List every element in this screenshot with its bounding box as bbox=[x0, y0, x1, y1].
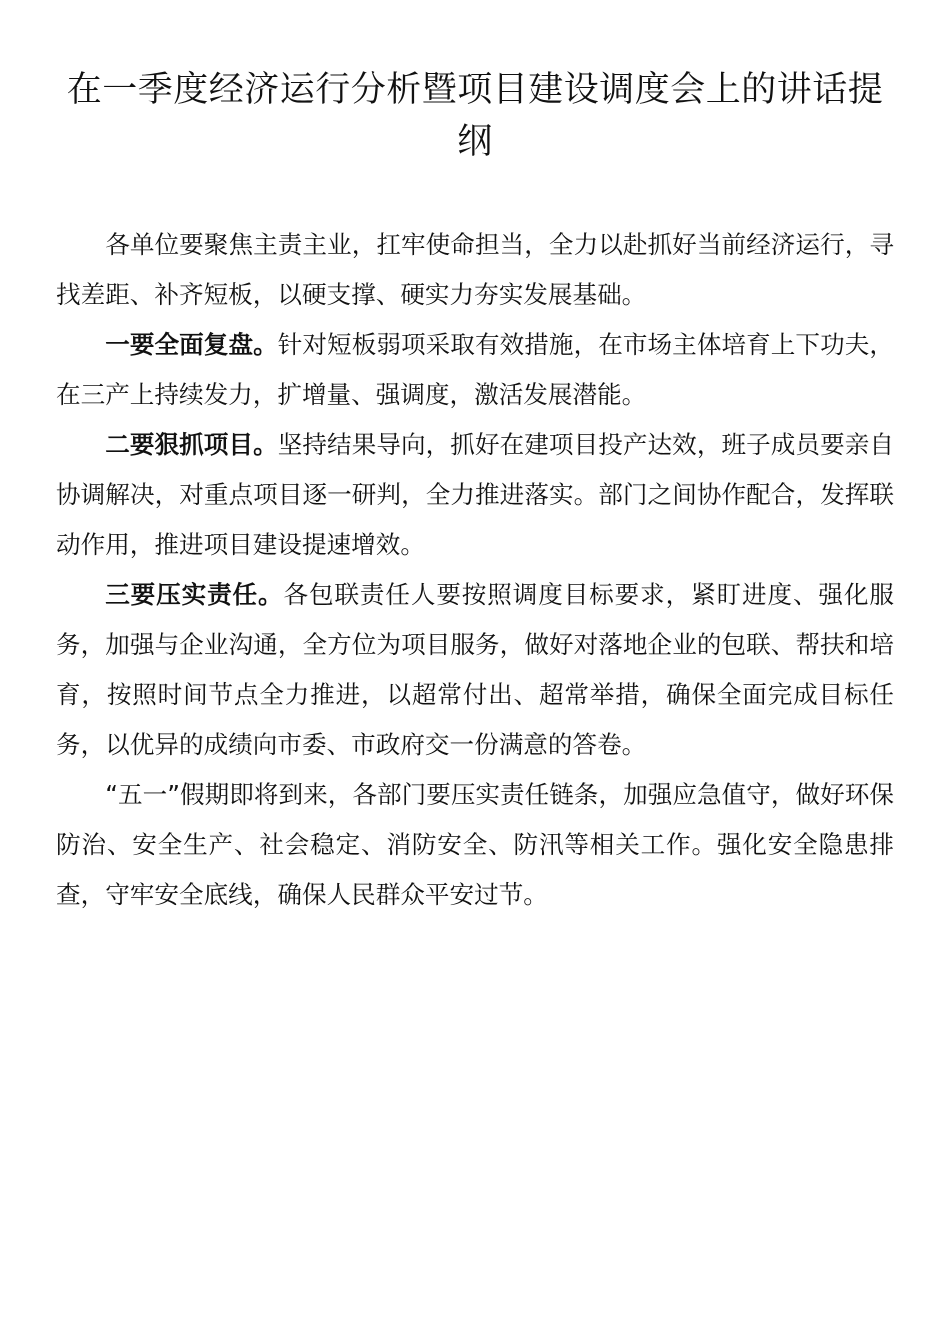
paragraph-intro bbox=[56, 220, 894, 320]
paragraph-lead: 一要全面复盘。 bbox=[105, 330, 278, 359]
document-title: 在一季度经济运行分析暨项目建设调度会上的讲话提纲 bbox=[66, 70, 884, 162]
paragraph-text: 各单位要聚焦主责主业，扛牢使命担当，全力以赴抓好当前经济运行，寻找差距、补齐短板，以硬支撑、硬实力夯实发展基础。 bbox=[56, 230, 894, 309]
paragraph-lead: 三要压实责任。 bbox=[105, 580, 284, 609]
paragraph-text: “五一”假期即将到来，各部门要压实责任链条，加强应急值守，做好环保防治、安全生产、社会稳定、消防安全、防汛等相关工作。强化安全隐患排查，守牢安全底线，确保人民群众平安过节。 bbox=[56, 780, 894, 909]
paragraph-lead: 二要狠抓项目。 bbox=[105, 430, 278, 459]
paragraph-text: 坚持结果导向，抓好在建项目投产达效，班子成员要亲自协调解决，对重点项目逐一研判，全力推进落实。部门之间协作配合，发挥联动作用，推进项目建设提速增效。 bbox=[56, 430, 894, 559]
paragraph-holiday bbox=[56, 770, 894, 920]
paragraph-text: 针对短板弱项采取有效措施，在市场主体培育上下功夫，在三产上持续发力，扩增量、强调度，激活发展潜能。 bbox=[56, 330, 894, 409]
paragraph-point-3 bbox=[56, 570, 894, 770]
paragraph-text: 各包联责任人要按照调度目标要求，紧盯进度、强化服务，加强与企业沟通，全方位为项目服务，做好对落地企业的包联、帮扶和培育，按照时间节点全力推进，以超常付出、超常举措，确保全面完成目标任务，以优异的成绩向市委、市政府交一份满意的答卷。 bbox=[56, 580, 894, 759]
paragraph-point-1 bbox=[56, 320, 894, 420]
document-body bbox=[56, 220, 894, 920]
paragraph-point-2 bbox=[56, 420, 894, 570]
